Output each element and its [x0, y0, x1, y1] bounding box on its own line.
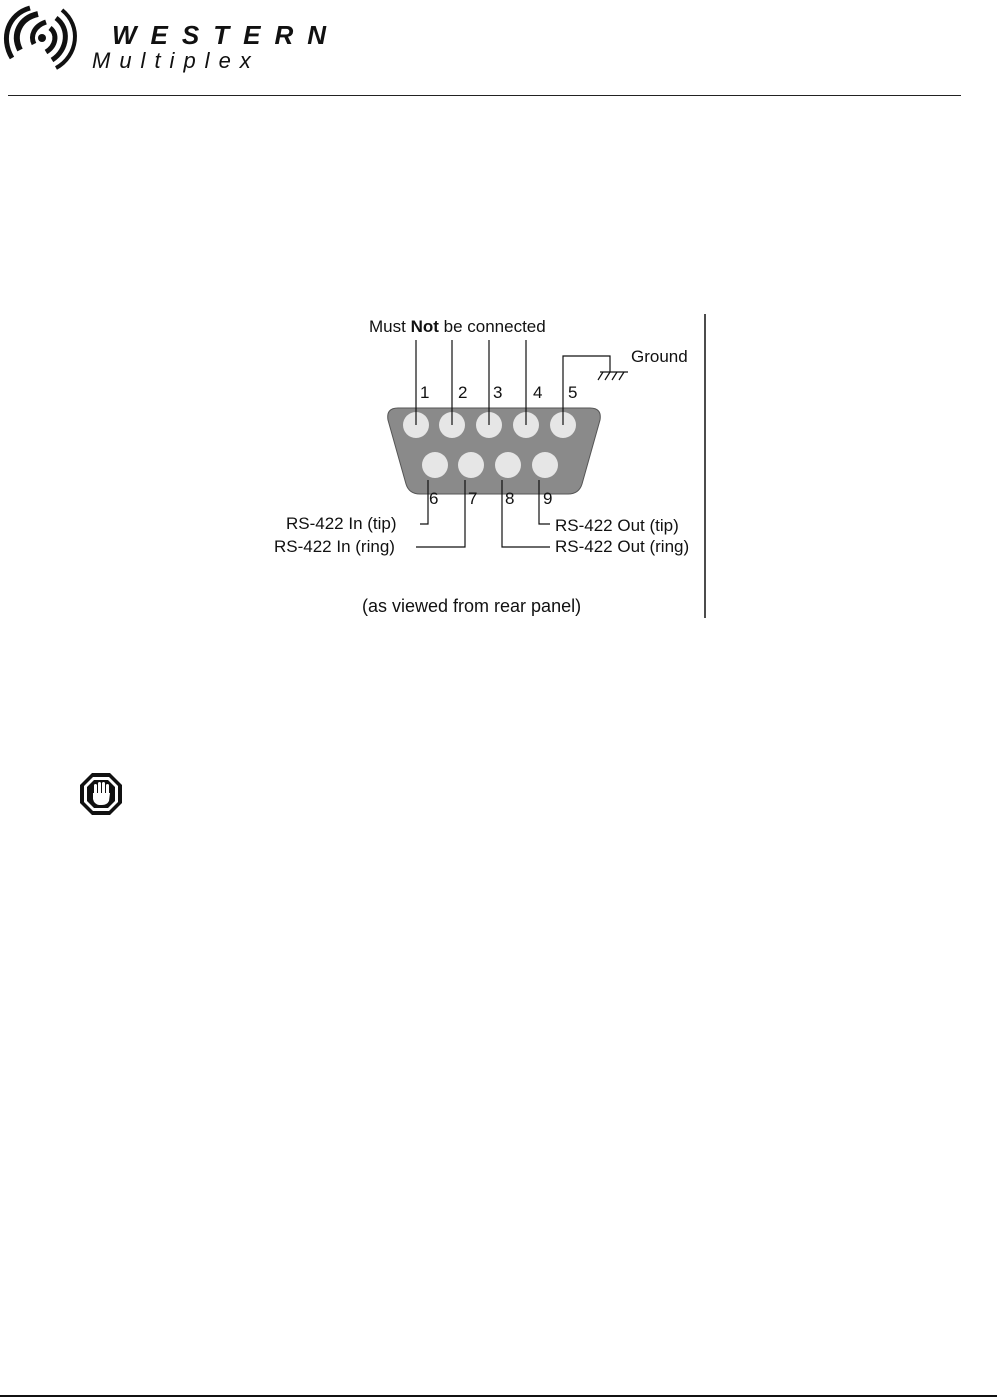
pin-6 — [422, 452, 448, 478]
pin-number-7: 7 — [468, 489, 478, 508]
pin-number-9: 9 — [543, 489, 553, 508]
header-divider — [8, 95, 961, 96]
pin-number-4: 4 — [533, 383, 543, 402]
rs422-out-ring-label: RS-422 Out (ring) — [555, 537, 690, 556]
pin-8 — [495, 452, 521, 478]
brand-name-line1: WESTERN — [112, 20, 340, 50]
pin-9 — [532, 452, 558, 478]
ground-label: Ground — [631, 347, 688, 366]
rs422-in-ring-label: RS-422 In (ring) — [274, 537, 395, 556]
db9-pinout-figure — [270, 300, 720, 630]
rs422-in-tip-label: RS-422 In (tip) — [286, 514, 397, 533]
wireless-signal-logo-icon — [2, 4, 82, 70]
no-connect-label: Must Not be connected — [369, 317, 546, 336]
pin-7 — [458, 452, 484, 478]
ground-symbol-icon — [598, 372, 628, 380]
pin-number-1: 1 — [420, 383, 430, 402]
stop-hand-icon — [78, 771, 124, 817]
footer-divider — [0, 1395, 997, 1397]
pin-number-6: 6 — [429, 489, 439, 508]
pin-number-8: 8 — [505, 489, 515, 508]
pin-number-2: 2 — [458, 383, 468, 402]
pin-number-5: 5 — [568, 383, 578, 402]
page-header — [0, 0, 997, 100]
pin-number-3: 3 — [493, 383, 503, 402]
rs422-out-tip-label: RS-422 Out (tip) — [555, 516, 679, 535]
figure-caption: (as viewed from rear panel) — [362, 596, 582, 616]
brand-name-line2: Multiplex — [92, 48, 260, 73]
